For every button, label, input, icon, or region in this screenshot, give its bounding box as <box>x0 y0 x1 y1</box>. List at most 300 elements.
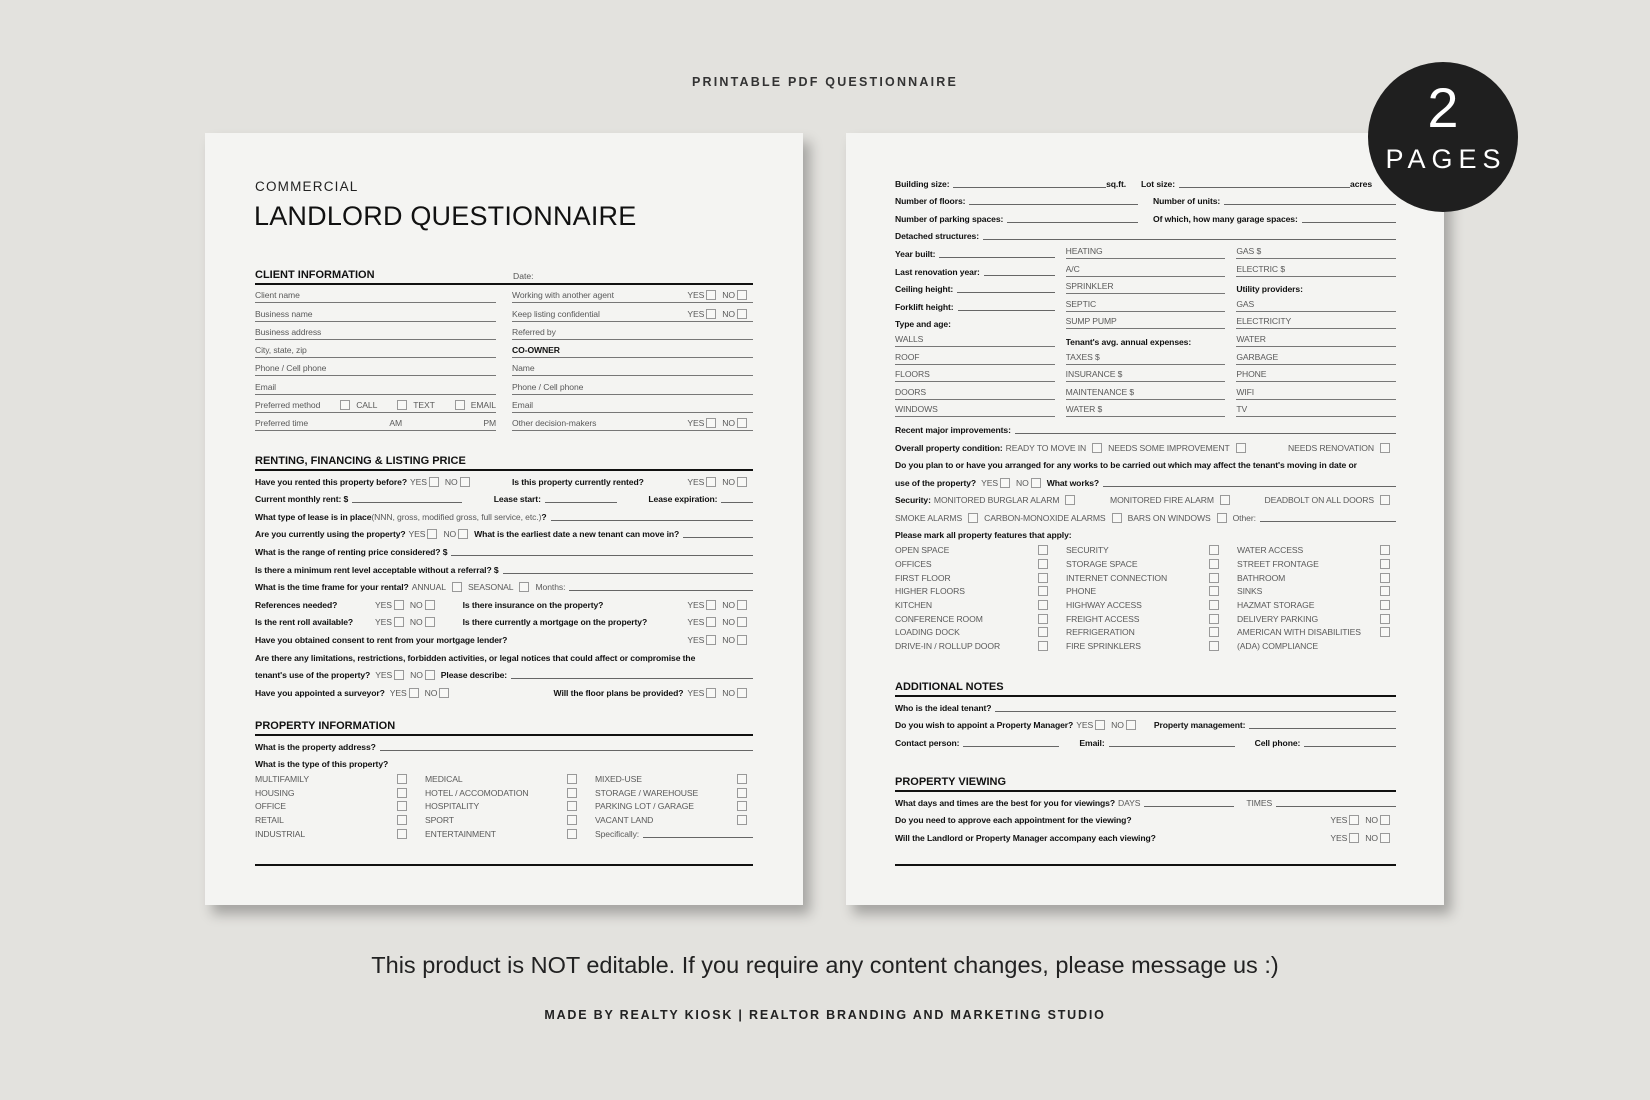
building-size-input[interactable] <box>953 187 1106 188</box>
grid-label: WATER <box>1236 333 1266 344</box>
appoint-pm-label: Do you wish to appoint a Property Manager? <box>895 720 1074 731</box>
form-cell <box>1066 597 1225 610</box>
detached-label: Detached structures: <box>895 231 979 242</box>
preferred-time-label: Preferred time <box>255 418 309 429</box>
types-checkbox[interactable] <box>567 829 577 839</box>
form-cell <box>595 799 753 812</box>
garage-label: Of which, how many garage spaces: <box>1153 213 1298 224</box>
describe-input[interactable] <box>511 678 753 679</box>
no-label: NO <box>722 599 735 610</box>
form-row <box>255 771 753 785</box>
form-cell <box>895 296 1055 312</box>
email-label: Email <box>512 400 533 411</box>
features-label: HIGHER FLOORS <box>895 586 965 597</box>
types-checkbox[interactable] <box>397 774 407 784</box>
fire-label: MONITORED FIRE ALARM <box>1110 495 1214 506</box>
confidential-yes-checkbox[interactable] <box>706 309 716 319</box>
renting-section <box>255 452 753 700</box>
surveyor-no-checkbox[interactable] <box>439 688 449 698</box>
types-checkbox[interactable] <box>397 788 407 798</box>
form-row <box>512 303 753 321</box>
types-checkbox[interactable] <box>567 774 577 784</box>
no-label: NO <box>409 599 423 610</box>
features-checkbox[interactable] <box>1380 600 1390 610</box>
form-row <box>255 577 753 595</box>
form-cell <box>1066 243 1226 259</box>
decision-makers-no-checkbox[interactable] <box>737 418 747 428</box>
features-checkbox[interactable] <box>1380 573 1390 583</box>
grid-label: Utility providers: <box>1236 284 1303 295</box>
features-label: HAZMAT STORAGE <box>1237 599 1315 610</box>
no-label: NO <box>722 476 735 487</box>
preferred-method-label: Preferred method <box>255 400 321 411</box>
types-checkbox[interactable] <box>737 801 747 811</box>
references-no-checkbox[interactable] <box>425 600 435 610</box>
works-use-no-checkbox[interactable] <box>1031 478 1041 488</box>
consent-yes-checkbox[interactable] <box>706 635 716 645</box>
rented-before-label: Have you rented this property before? <box>255 476 407 487</box>
features-checkbox[interactable] <box>1209 573 1219 583</box>
annual-checkbox[interactable] <box>452 582 462 592</box>
lease-type-examples-label: (NNN, gross, modified gross, full service, etc.) <box>371 511 542 522</box>
form-row <box>895 367 1396 385</box>
features-checkbox[interactable] <box>1209 614 1219 624</box>
form-cell <box>1237 570 1396 583</box>
accompany-label: Will the Landlord or Property Manager accompany each viewing? <box>895 832 1156 843</box>
what-works-input[interactable] <box>1103 486 1396 487</box>
form-cell <box>895 208 1138 224</box>
lease-start-label: Lease start: <box>493 494 541 505</box>
grid-label: Last renovation year: <box>895 266 980 277</box>
bars-checkbox[interactable] <box>1217 513 1227 523</box>
types-checkbox[interactable] <box>737 815 747 825</box>
business-name-label: Business name <box>255 308 313 319</box>
decision-makers-yes-checkbox[interactable] <box>706 418 716 428</box>
badge-label: PAGES <box>1385 144 1507 174</box>
references-yes-checkbox[interactable] <box>394 600 404 610</box>
types-checkbox[interactable] <box>737 774 747 784</box>
types-checkbox[interactable] <box>397 829 407 839</box>
form-row <box>895 384 1396 402</box>
address-label: What is the property address? <box>255 741 376 752</box>
form-row <box>895 507 1396 525</box>
form-row <box>895 296 1396 314</box>
yes-label: YES <box>1330 832 1348 843</box>
working-agent-yes-checkbox[interactable] <box>706 290 716 300</box>
form-cell <box>255 799 413 812</box>
tenant-use-label: tenant's use of the property? <box>255 670 371 681</box>
fire-checkbox[interactable] <box>1220 495 1230 505</box>
lease-type-label: What type of lease is in place <box>255 511 372 522</box>
co-label: CARBON-MONOXIDE ALARMS <box>984 512 1106 523</box>
form-row <box>512 285 753 303</box>
form-row <box>255 754 753 772</box>
surveyor-label: Have you appointed a surveyor? <box>255 687 385 698</box>
grid-input[interactable] <box>939 257 1054 258</box>
works-question-label: Do you plan to or have you arranged for any works to be carried out which may affect the tenant's moving in date or <box>895 460 1357 471</box>
grid-input[interactable] <box>984 275 1055 276</box>
features-label: CONFERENCE ROOM <box>895 613 983 624</box>
email-input[interactable] <box>1109 746 1235 747</box>
features-checkbox[interactable] <box>1038 641 1048 651</box>
describe-label: Please describe: <box>440 670 508 681</box>
property-viewing-heading: PROPERTY VIEWING <box>895 773 1396 792</box>
form-cell <box>895 279 1055 295</box>
business-address-label: Business address <box>255 326 322 337</box>
form-row <box>512 358 753 376</box>
form-row <box>512 322 753 340</box>
features-checkbox[interactable] <box>1038 545 1048 555</box>
no-label: NO <box>722 418 735 429</box>
grid-label: HEATING <box>1065 245 1103 256</box>
insurance-yes-checkbox[interactable] <box>706 600 716 610</box>
features-checkbox[interactable] <box>1380 586 1390 596</box>
form-row <box>255 506 753 524</box>
types-label: Specifically: <box>595 828 640 839</box>
form-cell <box>1153 208 1396 224</box>
grid-label: A/C <box>1065 263 1080 274</box>
form-row <box>255 524 753 542</box>
lease-expiration-input[interactable] <box>721 502 753 503</box>
form-row <box>255 629 753 647</box>
features-checkbox[interactable] <box>1209 559 1219 569</box>
monthly-rent-label: Current monthly rent: $ <box>255 494 349 505</box>
burglar-checkbox[interactable] <box>1065 495 1075 505</box>
units-input[interactable] <box>1224 204 1396 205</box>
features-checkbox[interactable] <box>1038 559 1048 569</box>
parking-input[interactable] <box>1007 222 1138 223</box>
pm-label-input[interactable] <box>1249 728 1396 729</box>
tenant-use-no-checkbox[interactable] <box>425 670 435 680</box>
form-row <box>255 376 496 394</box>
types-label: SPORT <box>425 814 454 825</box>
types-input[interactable] <box>643 837 753 838</box>
text-checkbox[interactable] <box>455 400 465 410</box>
features-label: DELIVERY PARKING <box>1237 613 1319 624</box>
cell-input[interactable] <box>1304 746 1396 747</box>
features-checkbox[interactable] <box>1209 641 1219 651</box>
email-label: Email: <box>1079 737 1105 748</box>
grid-label: GARBAGE <box>1236 351 1279 362</box>
types-checkbox[interactable] <box>567 815 577 825</box>
client-information-section <box>255 266 753 431</box>
appoint-pm-yes-checkbox[interactable] <box>1095 720 1105 730</box>
form-row <box>895 437 1396 455</box>
grid-label: ELECTRICITY <box>1236 316 1292 327</box>
lease-expiration-label: Lease expiration: <box>648 494 718 505</box>
features-label: AMERICAN WITH DISABILITIES <box>1237 627 1361 638</box>
no-label: NO <box>410 670 423 681</box>
types-checkbox[interactable] <box>567 788 577 798</box>
deadbolt-checkbox[interactable] <box>1380 495 1390 505</box>
rented-before-no-checkbox[interactable] <box>460 477 470 487</box>
features-label: PHONE <box>1066 586 1097 597</box>
earliest-date-label: What is the earliest date a new tenant can move in? <box>474 529 680 540</box>
form-row <box>255 285 496 303</box>
call-label: CALL <box>356 400 378 411</box>
approve-no-checkbox[interactable] <box>1380 815 1390 825</box>
form-cell <box>1066 384 1226 400</box>
form-cell <box>895 261 1055 277</box>
needs-some-checkbox[interactable] <box>1236 443 1246 453</box>
date-label: Date: <box>513 271 534 281</box>
form-row <box>895 314 1396 332</box>
tenant-use-yes-checkbox[interactable] <box>394 670 404 680</box>
insurance-label: Is there insurance on the property? <box>462 599 604 610</box>
form-row <box>895 455 1396 473</box>
form-cell <box>895 367 1055 383</box>
form-row <box>895 402 1396 420</box>
form-cell <box>895 638 1054 651</box>
additional-notes-heading: ADDITIONAL NOTES <box>895 678 1396 697</box>
form-cell <box>895 243 1055 259</box>
types-label: ENTERTAINMENT <box>425 828 496 839</box>
burglar-label: MONITORED BURGLAR ALARM <box>933 495 1060 506</box>
accompany-no-checkbox[interactable] <box>1380 833 1390 843</box>
currently-rented-yes-checkbox[interactable] <box>706 477 716 487</box>
form-cell <box>255 812 413 825</box>
yes-label: YES <box>389 687 407 698</box>
form-row <box>895 827 1396 845</box>
form-row <box>255 594 753 612</box>
grid-label: PHONE <box>1236 369 1267 380</box>
other-label: Other: <box>1232 512 1256 523</box>
types-label: HOUSING <box>255 787 295 798</box>
security-label: Security: <box>895 495 931 506</box>
works-use-label: use of the property? <box>895 477 977 488</box>
city-label: City, state, zip <box>255 345 307 356</box>
not-editable-notice: This product is NOT editable. If you require any content changes, please message us :) <box>371 952 1279 978</box>
am-label: AM <box>389 418 403 429</box>
form-cell <box>895 402 1055 418</box>
features-checkbox[interactable] <box>1038 573 1048 583</box>
co-checkbox[interactable] <box>1112 513 1122 523</box>
form-row <box>255 785 753 799</box>
no-label: NO <box>409 617 423 628</box>
mortgage-no-checkbox[interactable] <box>737 617 747 627</box>
form-row <box>895 792 1396 810</box>
other-input[interactable] <box>1260 521 1396 522</box>
form-cell <box>425 799 583 812</box>
features-label: OFFICES <box>895 558 932 569</box>
features-label: STORAGE SPACE <box>1066 558 1138 569</box>
header-caption: PRINTABLE PDF QUESTIONNAIRE <box>691 75 959 89</box>
form-cell <box>895 625 1054 638</box>
ready-checkbox[interactable] <box>1092 443 1102 453</box>
months-input[interactable] <box>569 590 753 591</box>
form-row <box>895 349 1396 367</box>
approve-label: Do you need to approve each appointment for the viewing? <box>895 815 1132 826</box>
needs-reno-label: NEEDS RENOVATION <box>1288 442 1374 453</box>
form-row <box>255 541 753 559</box>
floor-plans-no-checkbox[interactable] <box>737 688 747 698</box>
form-cell <box>1237 611 1396 624</box>
form-cell <box>1236 367 1396 383</box>
grid-label: DOORS <box>895 386 927 397</box>
features-checkbox[interactable] <box>1209 600 1219 610</box>
acres-label: acres <box>1350 178 1372 189</box>
form-cell <box>1237 556 1396 569</box>
types-checkbox[interactable] <box>737 788 747 798</box>
form-cell <box>1066 584 1225 597</box>
types-label: HOTEL / ACCOMODATION <box>425 787 529 798</box>
grid-label: INSURANCE $ <box>1065 369 1123 380</box>
insurance-no-checkbox[interactable] <box>737 600 747 610</box>
renting-heading: RENTING, FINANCING & LISTING PRICE <box>255 452 753 471</box>
months-label: Months: <box>535 582 566 593</box>
ideal-input[interactable] <box>995 711 1396 712</box>
features-checkbox[interactable] <box>1380 627 1390 637</box>
no-label: NO <box>722 617 735 628</box>
form-cell <box>1236 402 1396 418</box>
no-label: NO <box>722 687 735 698</box>
form-row <box>895 732 1396 750</box>
appoint-pm-no-checkbox[interactable] <box>1126 720 1136 730</box>
client-right-column <box>512 285 753 431</box>
grid-label: Type and age: <box>895 319 951 330</box>
features-checkbox[interactable] <box>1038 614 1048 624</box>
confidential-label: Keep listing confidential <box>512 308 600 319</box>
using-property-no-checkbox[interactable] <box>458 529 468 539</box>
times-input[interactable] <box>1276 806 1396 807</box>
form-row <box>255 471 753 489</box>
earliest-date-input[interactable] <box>683 537 753 538</box>
phone-label: Phone / Cell phone <box>512 381 584 392</box>
yes-label: YES <box>687 476 705 487</box>
additional-notes-section <box>895 678 1396 750</box>
form-cell <box>1066 314 1226 330</box>
garage-input[interactable] <box>1302 222 1396 223</box>
price-range-input[interactable] <box>451 555 753 556</box>
parking-label: Number of parking spaces: <box>895 213 1004 224</box>
smoke-checkbox[interactable] <box>968 513 978 523</box>
lease-start-input[interactable] <box>545 502 617 503</box>
call-checkbox[interactable] <box>397 400 407 410</box>
form-cell <box>895 570 1054 583</box>
contact-label: Contact person: <box>895 737 960 748</box>
form-row <box>895 419 1396 437</box>
needs-reno-checkbox[interactable] <box>1380 443 1390 453</box>
min-rent-input[interactable] <box>503 573 753 574</box>
form-row <box>512 413 753 431</box>
types-checkbox[interactable] <box>397 815 407 825</box>
grid-label: SPRINKLER <box>1065 281 1114 292</box>
lot-size-input[interactable] <box>1179 187 1350 188</box>
form-cell <box>255 471 496 487</box>
form-row <box>512 395 753 413</box>
form-row <box>895 191 1396 209</box>
rent-roll-no-checkbox[interactable] <box>425 617 435 627</box>
rented-before-yes-checkbox[interactable] <box>429 477 439 487</box>
currently-rented-no-checkbox[interactable] <box>737 477 747 487</box>
form-row <box>255 665 753 683</box>
grid-label: WALLS <box>895 333 924 344</box>
form-row <box>255 647 753 665</box>
form-row <box>255 395 496 413</box>
types-label: VACANT LAND <box>595 814 654 825</box>
form-cell <box>1066 331 1226 347</box>
surveyor-yes-checkbox[interactable] <box>409 688 419 698</box>
form-row <box>255 799 753 813</box>
features-checkbox[interactable] <box>1038 627 1048 637</box>
types-checkbox[interactable] <box>397 801 407 811</box>
grid-label: TV <box>1236 404 1248 415</box>
yes-label: YES <box>981 477 998 488</box>
pm-label: PM <box>483 418 496 429</box>
features-checkbox[interactable] <box>1209 627 1219 637</box>
features-checkbox[interactable] <box>1380 559 1390 569</box>
yes-label: YES <box>1330 815 1348 826</box>
days-input[interactable] <box>1144 806 1234 807</box>
features-prompt-label: Please mark all property features that apply: <box>895 530 1072 541</box>
co-owner-label: CO-OWNER <box>512 345 560 356</box>
mortgage-yes-checkbox[interactable] <box>706 617 716 627</box>
qmark-input[interactable] <box>551 520 753 521</box>
consent-no-checkbox[interactable] <box>737 635 747 645</box>
types-label: MULTIFAMILY <box>255 773 309 784</box>
grid-input[interactable] <box>958 310 1055 311</box>
improvements-input[interactable] <box>1015 433 1396 434</box>
confidential-no-checkbox[interactable] <box>737 309 747 319</box>
accompany-yes-checkbox[interactable] <box>1349 833 1359 843</box>
floor-plans-yes-checkbox[interactable] <box>706 688 716 698</box>
features-checkbox[interactable] <box>1038 600 1048 610</box>
floors-input[interactable] <box>969 204 1138 205</box>
features-label: (ADA) COMPLIANCE <box>1237 640 1319 651</box>
detached-input[interactable] <box>983 239 1396 240</box>
grid-label: WATER $ <box>1065 404 1103 415</box>
features-checkbox[interactable] <box>1209 586 1219 596</box>
seasonal-checkbox[interactable] <box>519 582 529 592</box>
grid-input[interactable] <box>957 292 1054 293</box>
form-cell <box>255 785 413 798</box>
form-cell <box>1236 314 1396 330</box>
using-property-yes-checkbox[interactable] <box>427 529 437 539</box>
types-label: HOSPITALITY <box>425 801 480 812</box>
form-row <box>895 542 1396 556</box>
preferred-method-checkbox[interactable] <box>340 400 350 410</box>
no-label: NO <box>1016 477 1029 488</box>
features-checkbox[interactable] <box>1380 614 1390 624</box>
form-row <box>255 559 753 577</box>
features-checkbox[interactable] <box>1038 586 1048 596</box>
features-checkbox[interactable] <box>1209 545 1219 555</box>
form-cell <box>255 771 413 784</box>
form-row <box>895 472 1396 490</box>
form-cell <box>895 611 1054 624</box>
deadbolt-label: DEADBOLT ON ALL DOORS <box>1264 495 1375 506</box>
monthly-rent-input[interactable] <box>352 502 462 503</box>
units-label: Number of units: <box>1153 196 1221 207</box>
types-checkbox[interactable] <box>567 801 577 811</box>
address-input[interactable] <box>380 750 753 751</box>
property-viewing-section <box>895 773 1396 845</box>
bottom-divider <box>895 864 1396 866</box>
working-agent-no-checkbox[interactable] <box>737 290 747 300</box>
form-cell <box>895 542 1054 555</box>
works-use-yes-checkbox[interactable] <box>1000 478 1010 488</box>
section-heading: CLIENT INFORMATION <box>255 269 375 281</box>
floors-label: Number of floors: <box>895 196 966 207</box>
rent-roll-yes-checkbox[interactable] <box>394 617 404 627</box>
approve-yes-checkbox[interactable] <box>1349 815 1359 825</box>
features-checkbox[interactable] <box>1380 545 1390 555</box>
contact-input[interactable] <box>963 746 1059 747</box>
form-row <box>255 358 496 376</box>
client-left-column <box>255 285 496 431</box>
form-row <box>895 525 1396 543</box>
form-row <box>895 638 1396 652</box>
